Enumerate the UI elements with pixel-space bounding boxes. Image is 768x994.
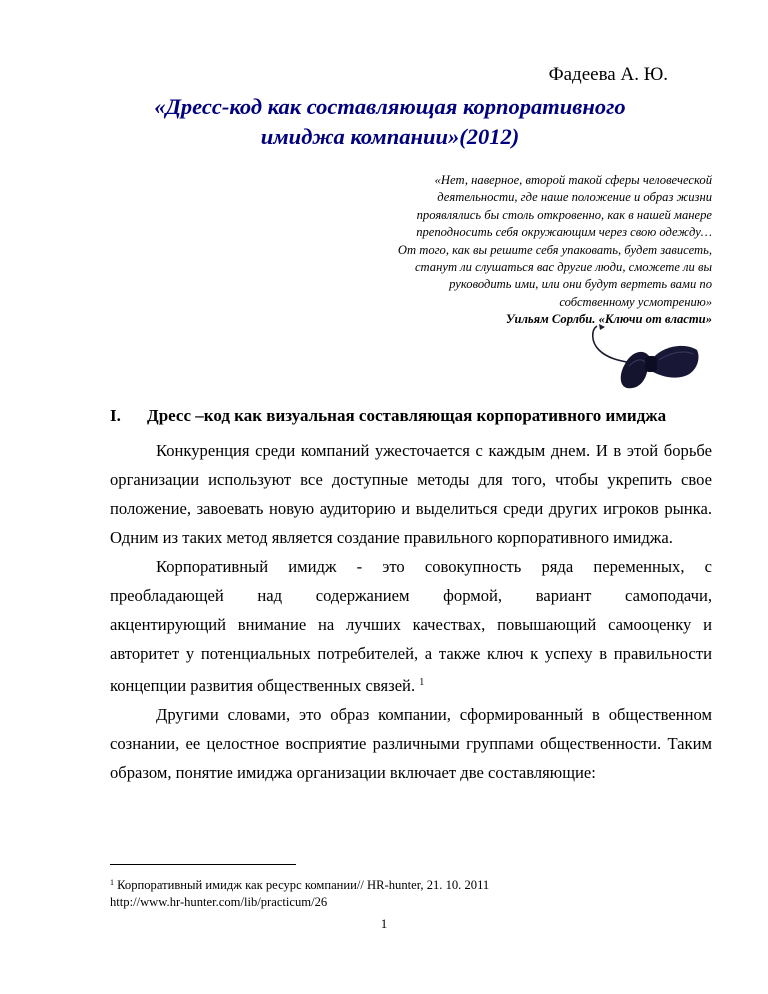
page-number: 1 [380, 916, 388, 931]
paragraph: Другими словами, это образ компании, сформированный в общественном сознании, ее целостное восприятие различными группами общественности. Таким образом, понятие имиджа организации включает две составляющие: [110, 705, 712, 782]
title-line-1: «Дресс-код как составляющая корпоративного [154, 94, 626, 119]
section-number: I. [110, 406, 121, 425]
author-name: Фадеева А. Ю. [548, 64, 668, 85]
bow-tie-icon [585, 320, 705, 395]
paragraph-line: Корпоративный имидж - это совокупность ряда переменных, с [156, 557, 712, 576]
epigraph-line: проявлялись бы столь откровенно, как в нашей манере [416, 207, 712, 222]
footnote [110, 874, 489, 911]
title-line-2: имиджа компании»(2012) [260, 124, 520, 149]
paragraph [110, 552, 712, 700]
epigraph-line: От того, как вы решите себя упаковать, будет зависеть, [397, 242, 712, 257]
section-heading [110, 406, 666, 426]
epigraph-signature: Уильям Сорлби. «Ключи от власти» [505, 312, 712, 327]
epigraph-line: руководить ими, или они будут вертеть вами по [449, 277, 712, 292]
epigraph-line: станут ли слушаться вас другие люди, сможете ли вы [414, 260, 712, 275]
epigraph-line: преподносить себя окружающим через свою одежду… [416, 225, 712, 240]
epigraph-line: собственному усмотрению» [559, 294, 712, 309]
footnote-marker: 1 [110, 878, 114, 887]
epigraph-line: «Нет, наверное, второй такой сферы человеческой [434, 173, 712, 187]
paragraph-line: акцентирующий внимание на лучших качествах, повышающий самооценку и авторитет у потенциальных потребителей, а также ключ к успеху в правильности концепции развития общественных связей. [110, 615, 712, 695]
footnote-reference[interactable]: 1 [419, 677, 425, 688]
section-title: Дресс –код как визуальная составляющая корпоративного имиджа [147, 406, 667, 425]
paragraph: Конкуренция среди компаний ужесточается с каждым днем. И в этой борьбе организации используют все доступные методы для того, чтобы укрепить свое положение, завоевать новую аудиторию и выделиться среди других игроков рынка. Одним из таких метод является создание правильного корпоративного имиджа. [110, 441, 712, 547]
epigraph-line: деятельности, где наше положение и образ жизни [437, 190, 712, 205]
document-title [110, 92, 670, 152]
epigraph [292, 172, 712, 329]
footnote-divider [110, 864, 296, 865]
body-text [110, 436, 712, 787]
paragraph-line: преобладающей над содержанием формой, вариант самоподачи, [110, 586, 712, 605]
footnote-text: Корпоративный имидж как ресурс компании// HR-hunter, 21. 10. 2011 [114, 878, 490, 892]
footnote-url[interactable]: http://www.hr-hunter.com/lib/practicum/26 [110, 895, 328, 909]
